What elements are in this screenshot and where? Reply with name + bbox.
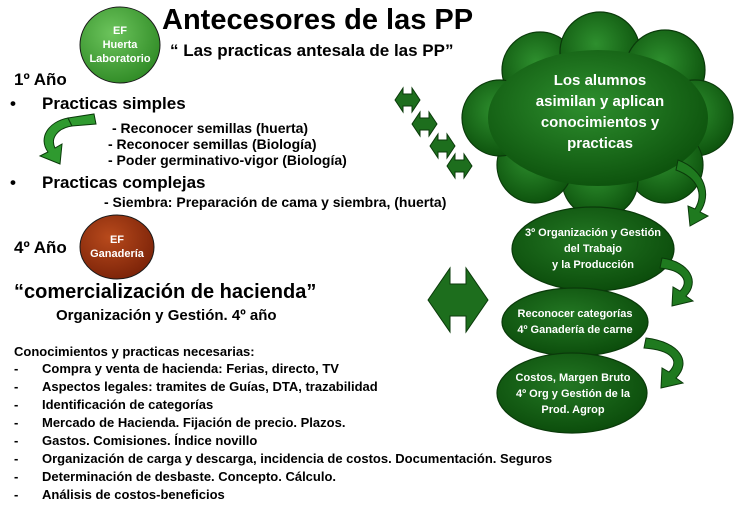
flow-line: 4º Ganadería de carne [517,324,633,336]
badge-line: EF [112,25,128,37]
flow-line: del Trabajo [563,243,623,255]
bullet-dot: • [10,173,16,192]
simple-item: - Poder germinativo-vigor (Biología) [108,152,347,168]
badge-line: Laboratorio [89,53,151,65]
bullet-dot: • [10,94,16,113]
double-arrow-icon [447,154,472,178]
list-item: Compra y venta de hacienda: Ferias, directo, TV [42,361,339,376]
flow-ellipse-1-label [515,224,671,274]
cloud-line: practicas [567,135,633,152]
list-item: Aspectos legales: tramites de Guías, DTA, trazabilidad [42,379,378,394]
year4-heading: 4º Año [14,238,67,257]
cloud-line: asimilan y aplican [535,93,665,110]
list-item: Determinación de desbaste. Concepto. Cálculo. [42,469,337,484]
simple-item: - Reconocer semillas (huerta) [112,120,309,136]
list-dash: - [14,487,19,502]
flow-ellipse-2-label [502,303,648,341]
flow-line: 3º Organización y Gestión [524,227,662,239]
year1-bullet-simple: Practicas simples [42,94,186,113]
list-item: Organización de carga y descarga, incidencia de costos. Documentación. Seguros [42,451,553,466]
flow-line: Reconocer categorías [517,308,633,320]
year1-heading: 1º Año [14,70,67,89]
flow-ellipse-3-label [500,368,646,420]
badge-line: Huerta [102,39,138,51]
badge-line: Ganadería [90,248,144,260]
cloud-label [500,68,700,156]
flow-line: y la Producción [552,259,634,271]
list-item: Identificación de categorías [42,397,214,412]
list-dash: - [14,469,19,484]
list-dash: - [14,361,19,376]
large-double-arrow-icon [428,268,488,332]
page-title: Antecesores de las PP [162,4,474,36]
list-item: Mercado de Hacienda. Fijación de precio. Plazos. [42,415,346,430]
list-dash: - [14,451,19,466]
badge-line: EF [109,234,125,246]
complex-item: - Siembra: Preparación de cama y siembra, (huerta) [104,194,447,210]
page-subtitle: “ Las practicas antesala de las PP” [170,41,454,60]
knowledge-heading: Conocimientos y practicas necesarias: [14,344,255,359]
year1-bullet-complex: Practicas complejas [42,173,206,192]
list-item: Análisis de costos-beneficios [42,487,225,502]
double-arrow-icon [395,88,420,112]
year4-quote: “comercialización de hacienda” [14,281,317,303]
list-item: Gastos. Comisiones. Índice novillo [42,433,258,448]
cloud-line: Los alumnos [553,72,647,89]
flow-line: Costos, Margen Bruto [515,372,631,384]
list-dash: - [14,433,19,448]
curved-arrow-icon [644,338,683,388]
ef-ganaderia-badge-label [80,218,154,276]
list-dash: - [14,397,19,412]
list-dash: - [14,379,19,394]
flow-line: 4º Org y Gestión de la [515,388,631,400]
cloud-line: conocimientos y [540,114,660,131]
double-arrow-icon [430,134,455,158]
double-arrow-icon [412,112,437,136]
curved-arrow-icon [40,114,96,164]
list-dash: - [14,415,19,430]
ef-huerta-badge-label [80,12,160,78]
simple-item: - Reconocer semillas (Biología) [108,136,317,152]
flow-line: Prod. Agrop [541,404,605,416]
year4-subheading: Organización y Gestión. 4º año [56,307,277,324]
